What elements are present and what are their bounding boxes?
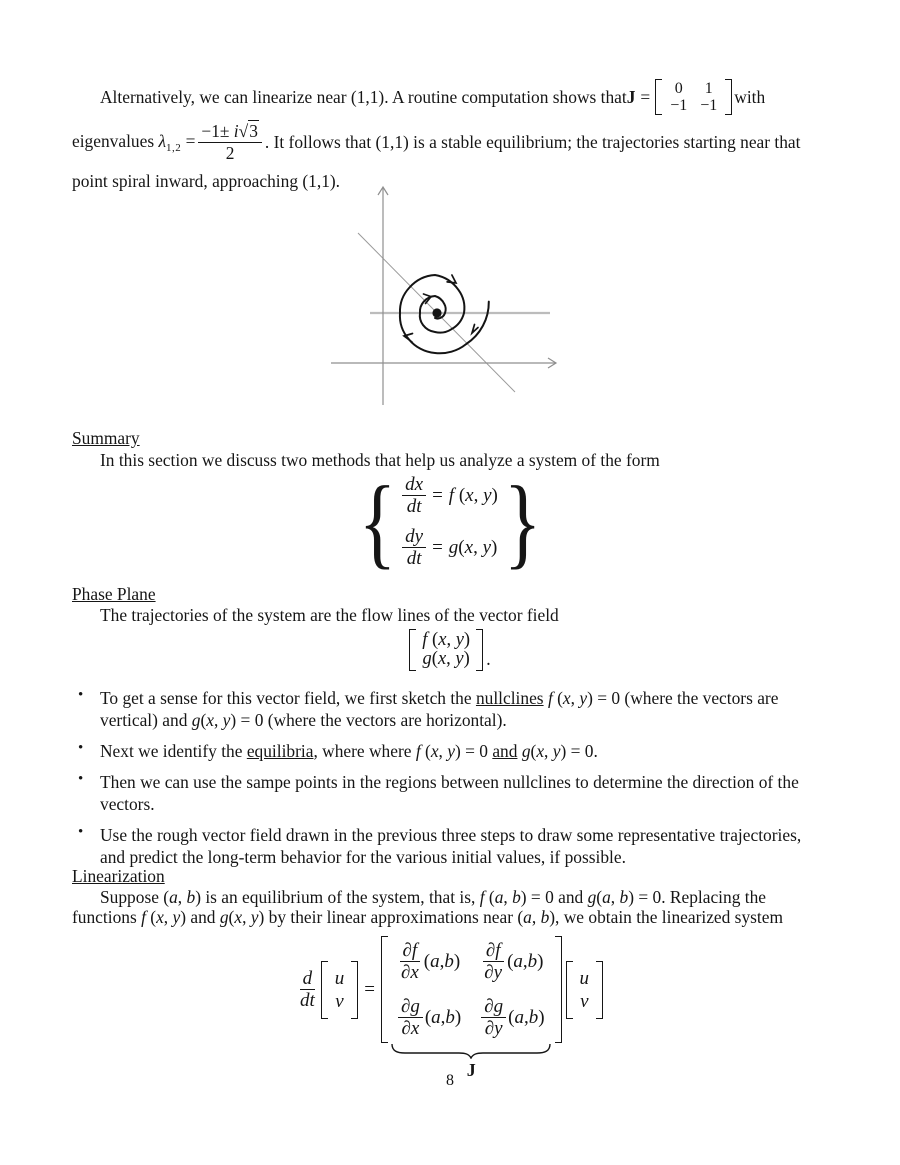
text-fragment: functions bbox=[72, 907, 142, 927]
text-fragment: y bbox=[482, 536, 491, 558]
ode-row-2 bbox=[402, 526, 498, 569]
paragraph-linearize bbox=[72, 78, 860, 192]
partial-y: ∂y bbox=[484, 962, 503, 983]
text-fragment: Then we can use the sampe points in the regions between nullclines to determine the direction of the bbox=[100, 772, 799, 792]
jacobian-matrix-wrap bbox=[381, 936, 562, 1080]
text-fragment: a bbox=[514, 1006, 524, 1028]
text-fragment: ( bbox=[431, 649, 438, 669]
uv-vector bbox=[566, 961, 604, 1019]
text-fragment: b bbox=[527, 950, 538, 972]
spiral-path bbox=[400, 275, 489, 353]
jacobian-cell bbox=[398, 940, 461, 983]
phase-plane-heading: Phase Plane bbox=[72, 584, 156, 604]
list-item bbox=[72, 824, 870, 868]
text-fragment: eigenvalues bbox=[72, 130, 159, 151]
text-fragment: ) = 0. Replacing the bbox=[628, 887, 766, 907]
text-fragment: ) = 0 and bbox=[520, 887, 588, 907]
text-fragment: x bbox=[437, 649, 447, 669]
text-fragment: , bbox=[438, 741, 448, 761]
paragraph-line-3: point spiral inward, approaching (1,1). bbox=[72, 171, 341, 191]
text-fragment: ) is an equilibrium of the system, that is, bbox=[195, 887, 480, 907]
text-fragment: ( bbox=[552, 688, 563, 708]
eigenvalue-fraction bbox=[198, 121, 262, 164]
v: v bbox=[335, 990, 344, 1012]
text-fragment: 1,2 bbox=[165, 141, 182, 154]
text-fragment: a bbox=[494, 887, 504, 907]
text-fragment: g bbox=[448, 536, 459, 558]
d: d bbox=[300, 968, 316, 990]
v: v bbox=[580, 990, 589, 1012]
text-fragment: ), we obtain the linearized system bbox=[549, 907, 783, 927]
phase-plane-intro: The trajectories of the system are the flow lines of the vector field bbox=[100, 605, 559, 625]
text-fragment: ) bbox=[537, 950, 544, 972]
text-fragment: x bbox=[206, 710, 214, 730]
text-fragment: f bbox=[415, 741, 421, 761]
text-fragment: , bbox=[242, 907, 251, 927]
text-fragment: nullclines bbox=[475, 688, 544, 708]
text-fragment: f bbox=[141, 907, 146, 927]
right-brace: } bbox=[503, 464, 542, 578]
text-fragment: To get a sense for this vector field, we first sketch the bbox=[100, 688, 476, 708]
text-fragment: b bbox=[445, 1006, 455, 1028]
text-fragment: vertical) and bbox=[100, 710, 192, 730]
vector-row-f bbox=[422, 631, 470, 651]
text-fragment: f bbox=[547, 688, 553, 708]
text-fragment: , bbox=[177, 887, 187, 907]
text-fragment: y bbox=[552, 741, 561, 761]
bullet-icon: • bbox=[78, 687, 84, 703]
bullet-3-line-1 bbox=[100, 771, 799, 793]
list-item bbox=[72, 687, 870, 731]
text-fragment: a bbox=[602, 887, 611, 907]
text-fragment: −1± bbox=[201, 120, 234, 141]
partial-x: ∂x bbox=[401, 1018, 420, 1039]
text-fragment: , bbox=[446, 629, 456, 650]
text-fragment: b bbox=[619, 887, 629, 907]
text-fragment: y bbox=[455, 629, 464, 650]
text-fragment: , bbox=[440, 1006, 446, 1028]
linearization-line-2 bbox=[72, 907, 870, 927]
matrix-J-symbol: J bbox=[626, 86, 636, 107]
bullet-3-line-2 bbox=[100, 793, 799, 815]
text-fragment: ) bbox=[491, 536, 498, 558]
text-fragment: x bbox=[438, 629, 447, 650]
bullet-icon: • bbox=[78, 771, 84, 787]
bullet-icon: • bbox=[78, 824, 84, 840]
equals-sign: = bbox=[364, 978, 375, 1000]
matrix-J-inline bbox=[655, 79, 732, 115]
text-fragment: ) bbox=[454, 1006, 462, 1028]
text-fragment: b bbox=[540, 907, 550, 927]
text-fragment: = bbox=[181, 130, 196, 151]
partial-g: ∂g bbox=[398, 996, 423, 1018]
dy: dy bbox=[402, 526, 426, 548]
left-bracket bbox=[655, 79, 662, 115]
vector-row-g bbox=[423, 650, 470, 670]
text-fragment: ( bbox=[507, 950, 514, 972]
text-fragment: ) bbox=[538, 1006, 545, 1028]
summary-intro: In this section we discuss two methods that help us analyze a system of the form bbox=[100, 450, 660, 470]
g-of-xy bbox=[449, 537, 498, 559]
args-ab bbox=[507, 951, 543, 973]
text-fragment: , bbox=[522, 950, 528, 972]
text-fragment: ( bbox=[427, 629, 439, 650]
text-fragment: ( bbox=[454, 484, 466, 506]
bullet-1-line-1 bbox=[100, 687, 778, 709]
text-fragment: ) = 0 (where the vectors are horizontal). bbox=[230, 710, 507, 730]
text-fragment: x bbox=[562, 688, 571, 708]
right-bracket bbox=[555, 936, 562, 1043]
text-fragment: ) bbox=[453, 950, 461, 972]
text-fragment: equilibria bbox=[246, 741, 314, 761]
text-fragment: x bbox=[156, 907, 164, 927]
list-item bbox=[72, 771, 870, 815]
radical-sign: √ bbox=[238, 120, 249, 141]
text-fragment: y bbox=[447, 741, 455, 761]
jacobian-cell bbox=[481, 940, 544, 983]
bullet-list bbox=[72, 687, 870, 877]
text-fragment: ( bbox=[200, 710, 207, 730]
phase-portrait-figure bbox=[328, 182, 563, 412]
text-fragment: , bbox=[544, 741, 553, 761]
text-fragment: g bbox=[191, 710, 201, 730]
partial-g: ∂g bbox=[481, 996, 506, 1018]
text-fragment: , bbox=[523, 1006, 529, 1028]
args-ab bbox=[508, 1007, 544, 1029]
text-fragment: b bbox=[528, 1006, 539, 1028]
text-fragment: x bbox=[536, 741, 545, 761]
bullet-4-line-1 bbox=[100, 824, 801, 846]
text-fragment: ( bbox=[145, 907, 157, 927]
text-fragment: Next we identify the bbox=[100, 741, 247, 761]
text-fragment: ( bbox=[228, 907, 235, 927]
text-fragment: , bbox=[473, 484, 484, 506]
left-brace: { bbox=[358, 464, 397, 578]
radicand: 3 bbox=[249, 120, 258, 141]
fraction-denominator: 2 bbox=[225, 142, 235, 163]
text-fragment: y bbox=[172, 907, 181, 927]
text-fragment: ( bbox=[530, 741, 537, 761]
text-fragment: y bbox=[222, 710, 231, 730]
dx: dx bbox=[402, 474, 426, 496]
paragraph-line-1 bbox=[72, 78, 765, 116]
text-fragment: , bbox=[503, 887, 513, 907]
d-dt-fraction bbox=[297, 968, 318, 1011]
text-fragment: g bbox=[587, 887, 597, 907]
trajectory-arrow-icon bbox=[472, 325, 478, 334]
equals-sign: = bbox=[640, 86, 651, 107]
matrix-entry: 1 bbox=[704, 80, 713, 97]
matrix-entry: −1 bbox=[700, 97, 718, 114]
args-ab bbox=[425, 1007, 461, 1029]
text-fragment: , bbox=[570, 688, 580, 708]
right-bracket bbox=[596, 961, 603, 1019]
matrix-entry: −1 bbox=[670, 97, 688, 114]
text-fragment: a bbox=[431, 1006, 441, 1028]
list-item bbox=[72, 740, 870, 762]
text-fragment: with bbox=[734, 86, 766, 107]
matrix-entry: 0 bbox=[674, 80, 683, 97]
summary-heading: Summary bbox=[72, 428, 140, 448]
text-fragment: a bbox=[430, 950, 440, 972]
fraction-numerator bbox=[198, 121, 262, 143]
text-fragment: ( bbox=[484, 887, 495, 907]
jacobian-matrix bbox=[381, 936, 562, 1043]
text-fragment: y bbox=[483, 484, 492, 506]
dt: dt bbox=[406, 548, 422, 569]
linearization-heading: Linearization bbox=[72, 866, 165, 886]
matrix-entries bbox=[666, 79, 721, 115]
text-fragment: , where where bbox=[313, 741, 416, 761]
dt: dt bbox=[406, 496, 422, 517]
text-fragment: b bbox=[512, 887, 521, 907]
eigenvalue-text bbox=[72, 131, 195, 154]
left-bracket bbox=[566, 961, 573, 1019]
period: . bbox=[486, 650, 491, 670]
bullet-1-line-2 bbox=[100, 709, 778, 731]
text-fragment: , bbox=[446, 649, 456, 669]
right-bracket bbox=[476, 629, 483, 671]
text-fragment: x bbox=[464, 536, 474, 558]
axes bbox=[331, 187, 556, 405]
equilibrium-point bbox=[432, 308, 441, 317]
underbrace-icon bbox=[391, 1043, 551, 1059]
text-fragment: f bbox=[479, 887, 485, 907]
text-fragment: ( bbox=[420, 741, 431, 761]
text-fragment: ( bbox=[424, 1006, 432, 1028]
text-fragment: ( bbox=[508, 1006, 515, 1028]
text-fragment: ) = 0. bbox=[560, 741, 598, 761]
args-ab bbox=[424, 951, 460, 973]
text-fragment: Use the rough vector field drawn in the previous three steps to draw some representative trajectories, bbox=[100, 825, 802, 845]
text-fragment: ) bbox=[463, 649, 470, 669]
text-fragment: x bbox=[234, 907, 243, 927]
text-fragment: ) = 0 bbox=[454, 741, 493, 761]
equals-sign: = bbox=[432, 484, 443, 506]
text-fragment: b bbox=[444, 950, 454, 972]
bullet-2-line-1 bbox=[100, 740, 598, 762]
text-fragment: λ bbox=[158, 130, 166, 151]
text-fragment: and bbox=[492, 741, 518, 761]
jacobian-cell bbox=[398, 996, 461, 1039]
left-bracket bbox=[381, 936, 388, 1043]
bullet-4-line-2 bbox=[100, 846, 801, 868]
equals-sign: = bbox=[432, 536, 443, 558]
vector-field-matrix bbox=[0, 629, 900, 671]
text-fragment: . It follows that (1,1) is a stable equilibrium; the trajectories starting near that bbox=[264, 131, 801, 152]
jacobian-cell bbox=[481, 996, 544, 1039]
linearization-line-1 bbox=[72, 887, 870, 907]
text-fragment: g bbox=[521, 741, 531, 761]
linearization-paragraph bbox=[72, 887, 870, 927]
text-fragment: g bbox=[219, 907, 229, 927]
u: u bbox=[579, 967, 590, 989]
text-fragment: y bbox=[250, 907, 259, 927]
text-fragment: y bbox=[579, 688, 588, 708]
dt: dt bbox=[299, 990, 315, 1011]
text-fragment: g bbox=[422, 649, 432, 669]
ode-system bbox=[0, 464, 900, 578]
imaginary-i: i bbox=[233, 120, 239, 141]
text-fragment: , bbox=[439, 950, 445, 972]
text-fragment: a bbox=[513, 950, 523, 972]
u: u bbox=[334, 967, 345, 989]
text-fragment: ) by their linear approximations near ( bbox=[258, 907, 524, 927]
partial-f: ∂f bbox=[483, 940, 504, 962]
text-fragment: y bbox=[455, 649, 464, 669]
partial-x: ∂x bbox=[400, 962, 419, 983]
text-fragment: , bbox=[163, 907, 173, 927]
paragraph-line-2 bbox=[72, 118, 800, 166]
jacobian-equation bbox=[0, 936, 900, 1080]
right-bracket bbox=[725, 79, 732, 115]
text-fragment: ) and bbox=[180, 907, 220, 927]
text-fragment: x bbox=[465, 484, 474, 506]
bullet-icon: • bbox=[78, 740, 84, 756]
text-fragment: , bbox=[473, 536, 483, 558]
jacobian-label: J bbox=[466, 1060, 476, 1080]
partial-y: ∂y bbox=[484, 1018, 503, 1039]
uv-vector bbox=[321, 961, 359, 1019]
text-fragment: f bbox=[422, 629, 428, 650]
text-fragment: b bbox=[186, 887, 196, 907]
partial-f: ∂f bbox=[400, 940, 421, 962]
text-fragment: a bbox=[169, 887, 178, 907]
text-fragment: , bbox=[610, 887, 620, 907]
text-fragment: ( bbox=[596, 887, 603, 907]
f-of-xy bbox=[449, 485, 498, 507]
page-number: 8 bbox=[446, 1072, 454, 1089]
text-fragment: , bbox=[531, 907, 541, 927]
text-fragment: x bbox=[430, 741, 439, 761]
text-fragment: ) bbox=[463, 629, 471, 650]
text-fragment: ( bbox=[458, 536, 465, 558]
ode-row-1 bbox=[402, 474, 498, 517]
text-fragment: Alternatively, we can linearize near (1,1). A routine computation shows that bbox=[100, 86, 627, 107]
text-fragment: , bbox=[213, 710, 223, 730]
text-fragment: f bbox=[448, 484, 455, 506]
text-fragment: vectors. bbox=[100, 794, 155, 814]
right-bracket bbox=[351, 961, 358, 1019]
text-fragment: a bbox=[523, 907, 532, 927]
text-fragment: and predict the long-term behavior for the various initial values, if possible. bbox=[100, 847, 626, 867]
text-fragment: Suppose ( bbox=[100, 887, 170, 907]
spiral-trajectory bbox=[400, 275, 489, 353]
left-bracket bbox=[321, 961, 328, 1019]
text-fragment: ) bbox=[491, 484, 498, 506]
text-fragment: ) = 0 (where the vectors are bbox=[587, 688, 779, 708]
text-fragment: ( bbox=[423, 950, 431, 972]
left-bracket bbox=[409, 629, 416, 671]
